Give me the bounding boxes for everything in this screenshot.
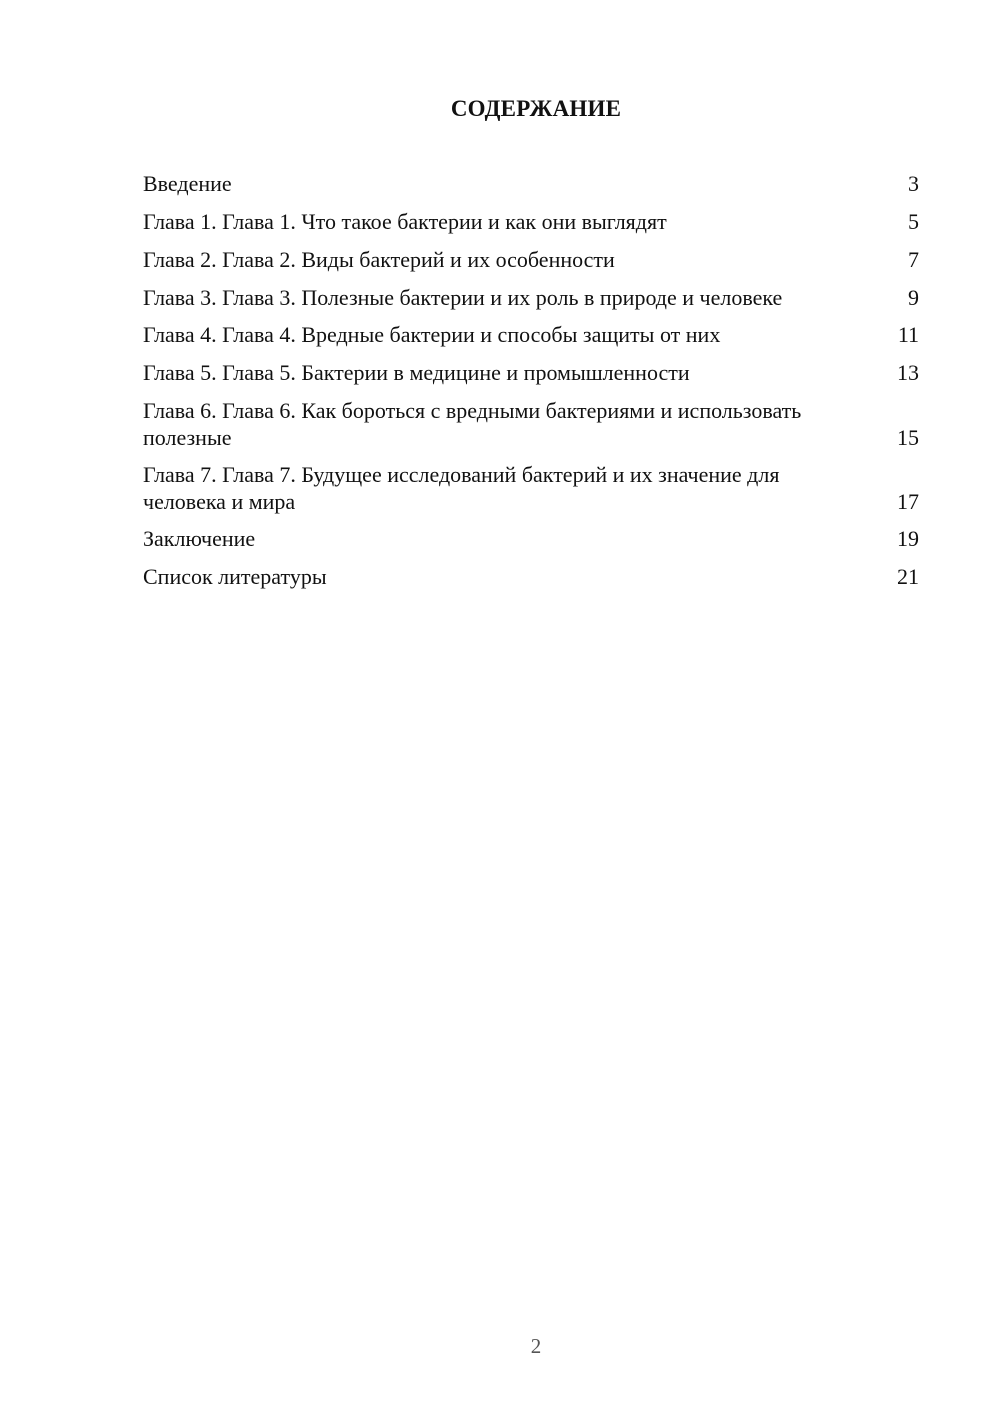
toc-entry-bibliography: [143, 563, 919, 590]
toc-entry-page: 15: [897, 425, 919, 450]
toc-entry-page: 3: [908, 171, 919, 196]
toc-entry-page: 11: [897, 322, 919, 347]
toc-entry-chapter-6: [143, 397, 919, 451]
toc-entry-title: Глава 6. Глава 6. Как бороться с вредными бактериями и использовать полезные: [143, 398, 802, 450]
toc-entry-title: Глава 1. Глава 1. Что такое бактерии и как они выглядят: [143, 209, 667, 234]
page-number: 2: [530, 1334, 542, 1358]
table-of-contents: [143, 170, 919, 601]
toc-entry-chapter-3: [143, 284, 919, 311]
toc-entry-chapter-2: [143, 246, 919, 273]
toc-entry-chapter-5: [143, 359, 919, 386]
toc-entry-title: Глава 5. Глава 5. Бактерии в медицине и промышленности: [143, 360, 690, 385]
toc-entry-introduction: [143, 170, 919, 197]
toc-entry-chapter-1: [143, 208, 919, 235]
toc-entry-title: Заключение: [143, 526, 256, 551]
toc-entry-title: Список литературы: [143, 564, 327, 589]
toc-entry-page: 17: [897, 489, 919, 514]
toc-entry-chapter-7: [143, 461, 919, 515]
toc-entry-page: 19: [897, 526, 919, 551]
toc-entry-chapter-4: [143, 321, 919, 348]
toc-entry-page: 21: [897, 564, 919, 589]
toc-entry-title: Введение: [143, 171, 232, 196]
toc-entry-conclusion: [143, 525, 919, 552]
toc-entry-title: Глава 4. Глава 4. Вредные бактерии и способы защиты от них: [143, 322, 721, 347]
toc-entry-page: 7: [908, 247, 919, 272]
toc-entry-title: Глава 3. Глава 3. Полезные бактерии и их роль в природе и человеке: [143, 285, 783, 310]
toc-entry-title: Глава 7. Глава 7. Будущее исследований бактерий и их значение для человека и мира: [143, 462, 780, 514]
toc-entry-page: 13: [897, 360, 919, 385]
toc-entry-page: 9: [908, 285, 919, 310]
page-title: СОДЕРЖАНИЕ: [450, 96, 622, 121]
toc-entry-page: 5: [908, 209, 919, 234]
toc-entry-title: Глава 2. Глава 2. Виды бактерий и их особенности: [143, 247, 615, 272]
